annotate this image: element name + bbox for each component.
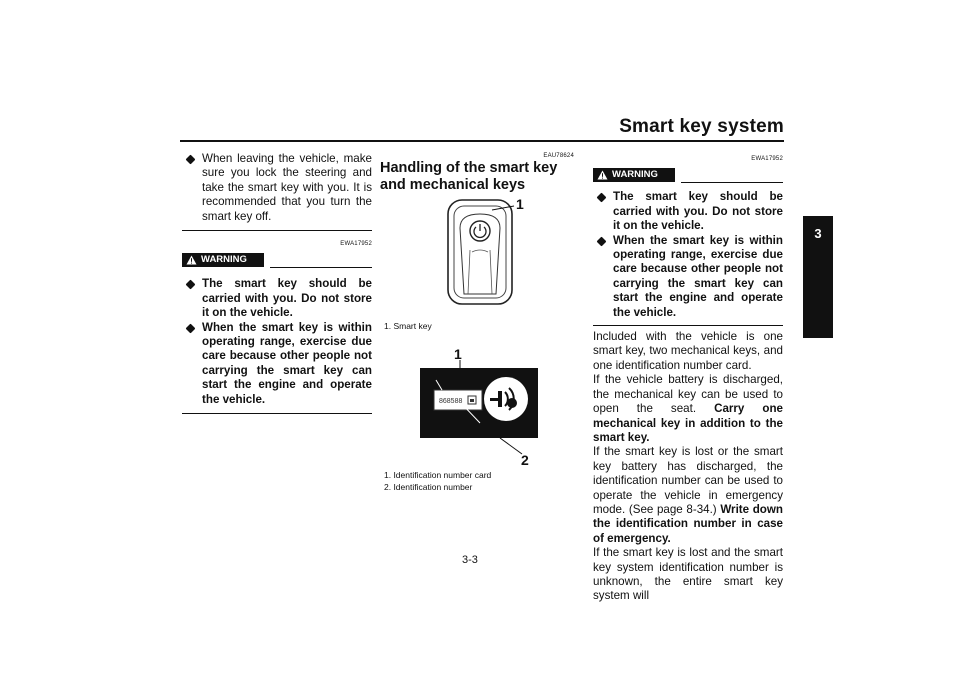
warning-header-line xyxy=(270,267,372,268)
body-emphasis: Carry one mechanical key in addition to the smart key. xyxy=(593,402,783,444)
warning-label: WARNING xyxy=(201,254,247,266)
figure-callout-1: 1 xyxy=(516,196,524,212)
section-title: Handling of the smart key and mechanical keys xyxy=(380,160,558,193)
warning-badge xyxy=(182,253,264,267)
warning-code: EWA17952 xyxy=(751,156,783,162)
warning-end-rule xyxy=(182,413,372,414)
left-column xyxy=(182,152,372,414)
header-rule xyxy=(180,140,784,142)
warning-bullet: The smart key should be carried with you. Do not store it on the vehicle. xyxy=(182,277,372,320)
body-paragraph: If the smart key is lost and the smart key system identification number is unknown, the entire smart key system will xyxy=(593,546,783,603)
warning-triangle-icon xyxy=(597,170,608,180)
warning-bullet-list xyxy=(593,190,783,320)
body-paragraph: Included with the vehicle is one smart key, two mechanical keys, and one identification number card. xyxy=(593,330,783,372)
section-code: EAU78624 xyxy=(543,153,574,159)
intro-bullet-list xyxy=(182,152,372,224)
intro-bullet: When leaving the vehicle, make sure you lock the steering and take the smart key with you. It is recommended that you turn the smart key off. xyxy=(182,152,372,224)
warning-end-rule xyxy=(593,325,783,326)
body-emphasis: Write down the identification number in case of emergency. xyxy=(593,502,783,545)
body-paragraph xyxy=(593,373,783,445)
body-text: If the smart key is lost or the smart key battery has discharged, the identification number can be used to operate the vehicle in emergency mode. (See page 8-34.) xyxy=(593,445,783,516)
figure-callout-1: 1 xyxy=(454,346,462,362)
warning-header xyxy=(593,168,783,184)
warning-code: EWA17952 xyxy=(340,241,372,248)
divider xyxy=(182,230,372,231)
warning-bullet: When the smart key is within operating range, exercise due care because other people not carrying the smart key can start the engine and operate the vehicle. xyxy=(182,321,372,407)
warning-bullet-list xyxy=(182,277,372,407)
warning-bullet: The smart key should be carried with you. Do not store it on the vehicle. xyxy=(593,190,783,233)
chapter-tab: 3 xyxy=(803,216,833,338)
page-number: 3-3 xyxy=(462,554,478,566)
figure-caption: 1. Smart key xyxy=(384,321,432,331)
figure-caption-1: 1. Identification number card xyxy=(384,470,492,480)
body-text: If the vehicle battery is discharged, the mechanical key can be used to open the seat. xyxy=(593,373,783,416)
warning-bullet: When the smart key is within operating range, exercise due care because other people not carrying the smart key can start the engine and operate the vehicle. xyxy=(593,234,783,320)
warning-badge xyxy=(593,168,675,182)
smart-key-icon xyxy=(446,198,518,308)
page-header-title: Smart key system xyxy=(619,116,784,137)
figure-caption-2: 2. Identification number xyxy=(384,482,473,492)
warning-label: WARNING xyxy=(612,169,658,181)
smart-key-figure xyxy=(446,196,524,313)
warning-header-line xyxy=(681,182,783,183)
callout-lines xyxy=(440,360,540,460)
body-paragraph xyxy=(593,445,783,546)
right-column xyxy=(593,152,783,604)
identification-number: 868588 xyxy=(439,398,463,405)
figure-callout-2: 2 xyxy=(521,452,529,468)
warning-triangle-icon xyxy=(186,255,197,265)
warning-header xyxy=(182,253,372,269)
